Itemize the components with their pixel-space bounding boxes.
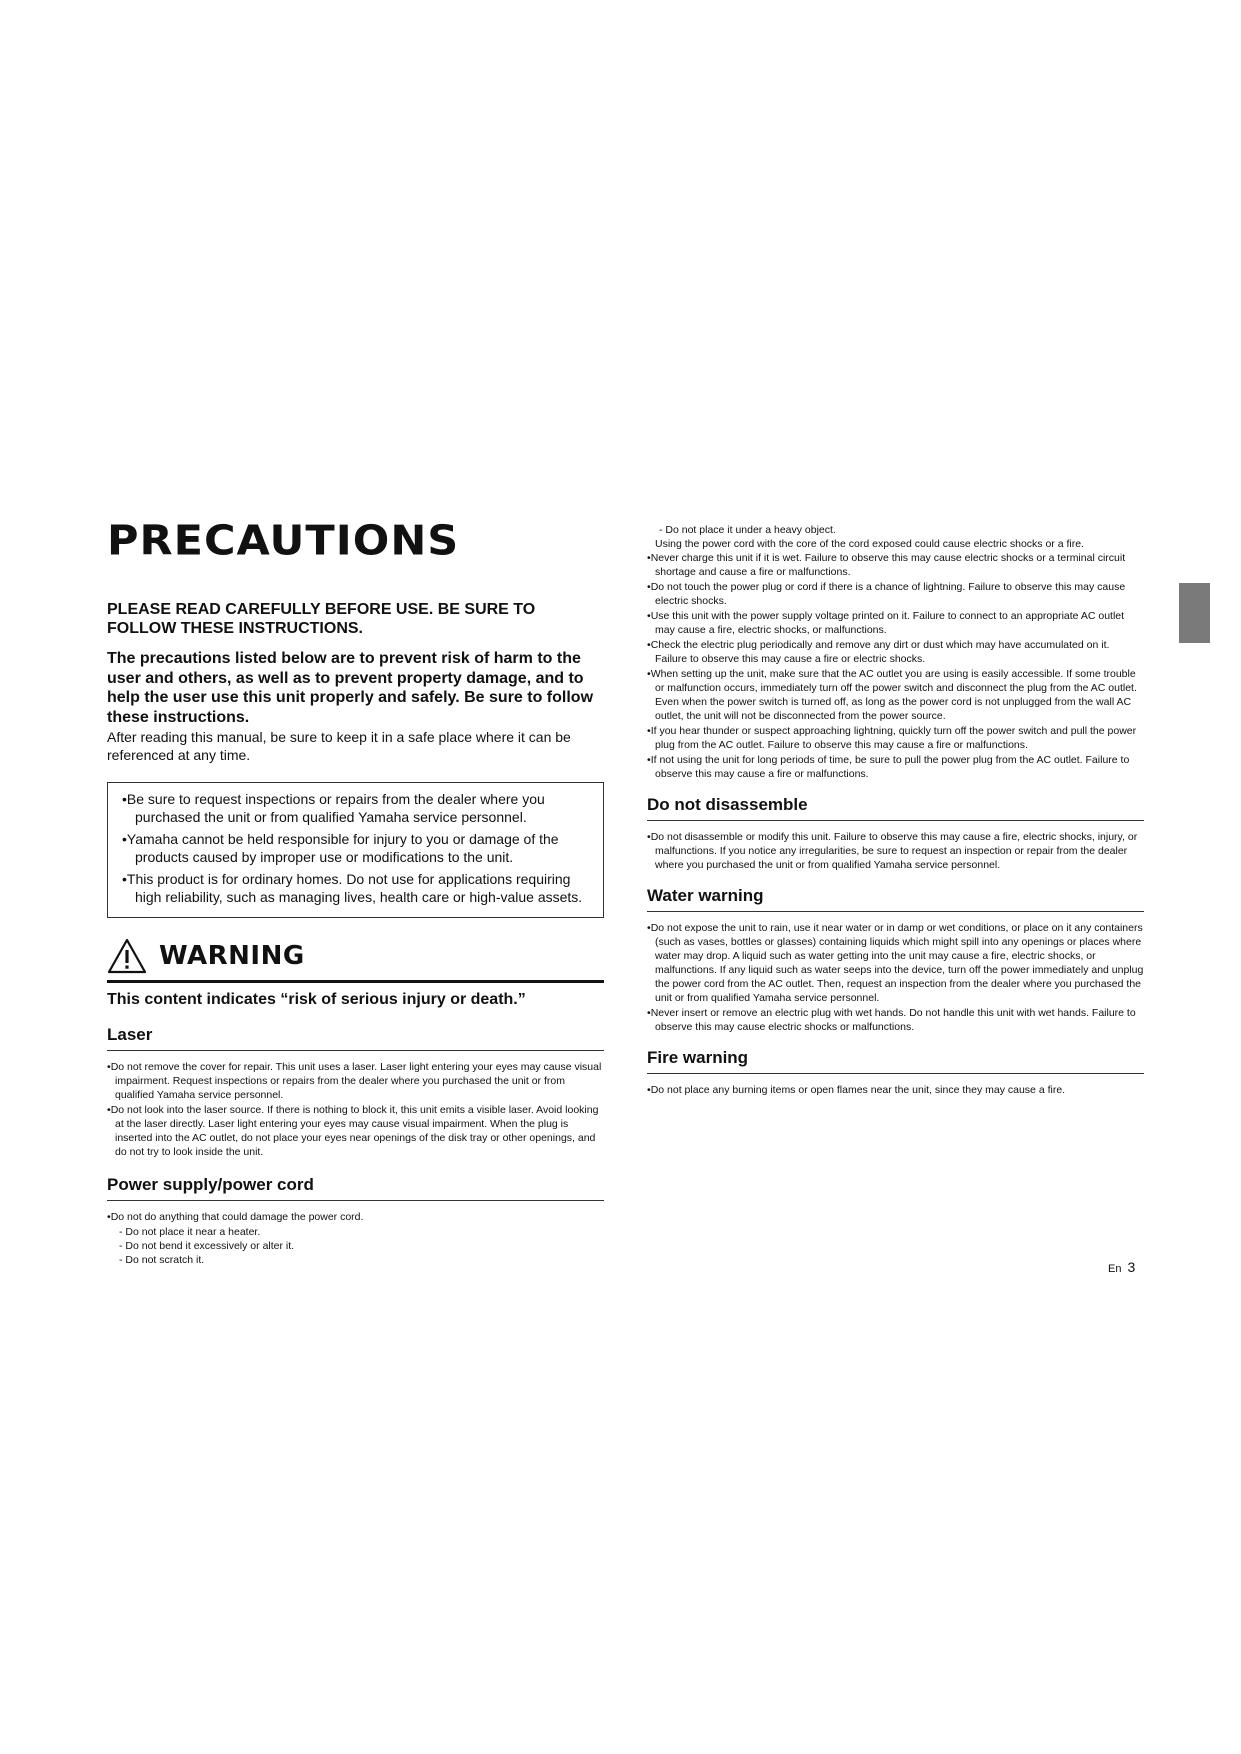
list-item: • Never insert or remove an electric plug with wet hands. Do not handle this unit with wet hands. Failure to observe this may cause electric shocks or malfunctions. xyxy=(647,1006,1144,1034)
disassemble-items xyxy=(647,830,1144,872)
water-items xyxy=(647,921,1144,1034)
water-heading: Water warning xyxy=(647,886,1144,912)
language-code: En xyxy=(1108,1263,1122,1275)
list-item: • Do not do anything that could damage the power cord. xyxy=(107,1210,604,1224)
page-number-value: 3 xyxy=(1127,1259,1136,1275)
power-items-continued xyxy=(647,523,1144,781)
sub-item: - Do not bend it excessively or alter it. xyxy=(119,1240,295,1252)
intro-normal-text: After reading this manual, be sure to keep it in a safe place where it can be referenced at any time. xyxy=(107,729,571,763)
sub-item: - Do not place it under a heavy object. xyxy=(659,524,836,536)
warning-header xyxy=(107,938,604,974)
power-items-start xyxy=(107,1210,604,1267)
list-item: • Do not place any burning items or open flames near the unit, since they may cause a fire. xyxy=(647,1083,1144,1097)
notice-item: • Be sure to request inspections or repairs from the dealer where you purchased the unit or from qualified Yamaha service personnel. xyxy=(122,790,593,826)
disassemble-heading: Do not disassemble xyxy=(647,795,1144,821)
list-item: • Do not disassemble or modify this unit. Failure to observe this may cause a fire, electric shocks, injury, or malfunctions. If you notice any irregularities, be sure to request an inspection or repair from the dealer where you purchased the unit or from qualified Yamaha service personnel. xyxy=(647,830,1144,872)
sub-item: - Do not place it near a heater. xyxy=(119,1226,261,1238)
laser-items xyxy=(107,1060,604,1159)
intro-bold-text: The precautions listed below are to prevent risk of harm to the user and others, as well as to prevent property damage, and to help the user use this unit properly and safely. Be sure to follow these instructions. xyxy=(107,650,594,726)
list-item: • Do not expose the unit to rain, use it near water or in damp or wet conditions, or place on it any containers (such as vases, bottles or glasses) containing liquids which might spill into any openings or places where water may drop. A liquid such as water getting into the unit may cause a fire, electric shocks, or malfunctions. If any liquid such as water seeps into the device, turn off the power immediately and unplug the power cord from the AC outlet. Then, request an inspection from the dealer where you purchased the unit or from qualified Yamaha service personnel. xyxy=(647,921,1144,1005)
list-item: • Use this unit with the power supply voltage printed on it. Failure to connect to an appropriate AC outlet may cause a fire, electric shocks, or malfunctions. xyxy=(647,609,1144,637)
list-item: • If you hear thunder or suspect approaching lightning, quickly turn off the power switch and pull the power plug from the AC outlet. Failure to observe this may cause a fire or malfunctions. xyxy=(647,724,1144,752)
list-item: • Do not touch the power plug or cord if there is a chance of lightning. Failure to observe this may cause electric shocks. xyxy=(647,580,1144,608)
fire-heading: Fire warning xyxy=(647,1048,1144,1074)
list-item: • Do not look into the laser source. If there is nothing to block it, this unit emits a visible laser. Avoid looking at the laser directly. Laser light entering your eyes may cause visual impairment. When the plug is inserted into the AC outlet, do not place your eyes near openings of the disk tray or other openings, and do not try to look inside the unit. xyxy=(107,1103,604,1159)
left-column xyxy=(107,517,604,1267)
power-heading: Power supply/power cord xyxy=(107,1175,604,1201)
list-item: • Check the electric plug periodically and remove any dirt or dust which may have accumulated on it. Failure to observe this may cause a fire or electric shocks. xyxy=(647,638,1144,666)
section-tab-marker xyxy=(1179,583,1210,643)
read-carefully-notice: PLEASE READ CAREFULLY BEFORE USE. BE SURE TO FOLLOW THESE INSTRUCTIONS. xyxy=(107,601,536,637)
notice-item: • Yamaha cannot be held responsible for injury to you or damage of the products caused by improper use or modifications to the unit. xyxy=(122,830,593,866)
fire-items xyxy=(647,1083,1144,1097)
warning-rule xyxy=(107,980,604,983)
page-number xyxy=(1108,1259,1135,1275)
sub-item: - Do not scratch it. xyxy=(119,1254,205,1266)
page-title: PRECAUTIONS xyxy=(107,517,460,565)
warning-label: WARNING xyxy=(159,941,305,971)
right-column xyxy=(647,523,1144,1098)
list-item: • Never charge this unit if it is wet. Failure to observe this may cause electric shocks or a terminal circuit shortage and cause a fire or malfunctions. xyxy=(647,551,1144,579)
warning-subtitle: This content indicates “risk of serious injury or death.” xyxy=(107,991,526,1008)
list-item: • When setting up the unit, make sure that the AC outlet you are using is easily accessible. If some trouble or malfunction occurs, immediately turn off the power switch and disconnect the plug from the AC outlet. Even when the power switch is turned off, as long as the power cord is not unplugged from the wall AC outlet, the unit will not be disconnected from the power source. xyxy=(647,667,1144,723)
warning-triangle-icon xyxy=(107,938,147,974)
notice-item: • This product is for ordinary homes. Do not use for applications requiring high reliability, such as managing lives, health care or high-value assets. xyxy=(122,870,593,906)
notice-box xyxy=(107,782,604,918)
laser-heading: Laser xyxy=(107,1025,604,1051)
list-item: • Do not remove the cover for repair. This unit uses a laser. Laser light entering your eyes may cause visual impairment. Request inspections or repairs from the dealer where you purchased the unit or from qualified Yamaha service personnel. xyxy=(107,1060,604,1102)
continuation-text: Using the power cord with the core of the cord exposed could cause electric shocks or a fire. xyxy=(655,538,1084,550)
list-item: • If not using the unit for long periods of time, be sure to pull the power plug from the AC outlet. Failure to observe this may cause a fire or malfunctions. xyxy=(647,753,1144,781)
